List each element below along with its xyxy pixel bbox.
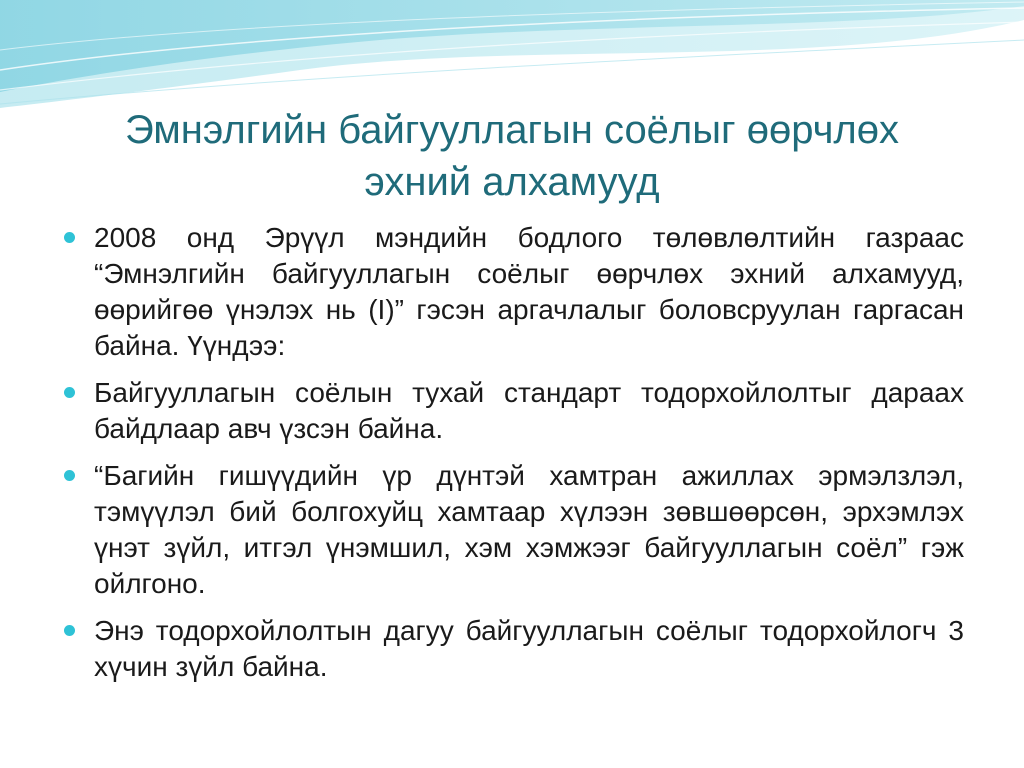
slide-title-line-1: Эмнэлгийн байгууллагын соёлыг өөрчлөх: [124, 108, 900, 152]
bullet-text: 2008 онд Эрүүл мэндийн бодлого төлөвлөлтийн газраас “Эмнэлгийн байгууллагын соёлыг өөрчлөх эхний алхамууд, өөрийгөө үнэлэх нь (I)” гэсэн аргачлалыг боловсруулан гаргасан байна. Үүндээ:: [94, 222, 964, 361]
bullet-dot-icon: [64, 470, 75, 481]
bullet-dot-icon: [64, 625, 75, 636]
bullet-dot-icon: [64, 387, 75, 398]
bullet-item: [64, 375, 964, 447]
slide-title-line-2: эхний алхамууд: [364, 160, 660, 204]
bullet-text: “Багийн гишүүдийн үр дүнтэй хамтран ажиллах эрмэлзлэл, тэмүүлэл бий болгохуйц хамтаар хүлээн зөвшөөрсөн, эрхэмлэх үнэт зүйл, итгэл үнэмшил, хэм хэмжээг байгууллагын соёл” гэж ойлгоно.: [94, 460, 964, 599]
bullet-item: [64, 613, 964, 685]
bullet-item: [64, 220, 964, 364]
slide-title: [60, 104, 964, 208]
bullet-text: Байгууллагын соёлын тухай стандарт тодорхойлолтыг дараах байдлаар авч үзсэн байна.: [94, 377, 964, 444]
bullet-dot-icon: [64, 232, 75, 243]
bullet-text: Энэ тодорхойлолтын дагуу байгууллагын соёлыг тодорхойлогч 3 хүчин зүйл байна.: [94, 615, 964, 682]
bullet-list: [64, 220, 964, 696]
bullet-item: [64, 458, 964, 602]
